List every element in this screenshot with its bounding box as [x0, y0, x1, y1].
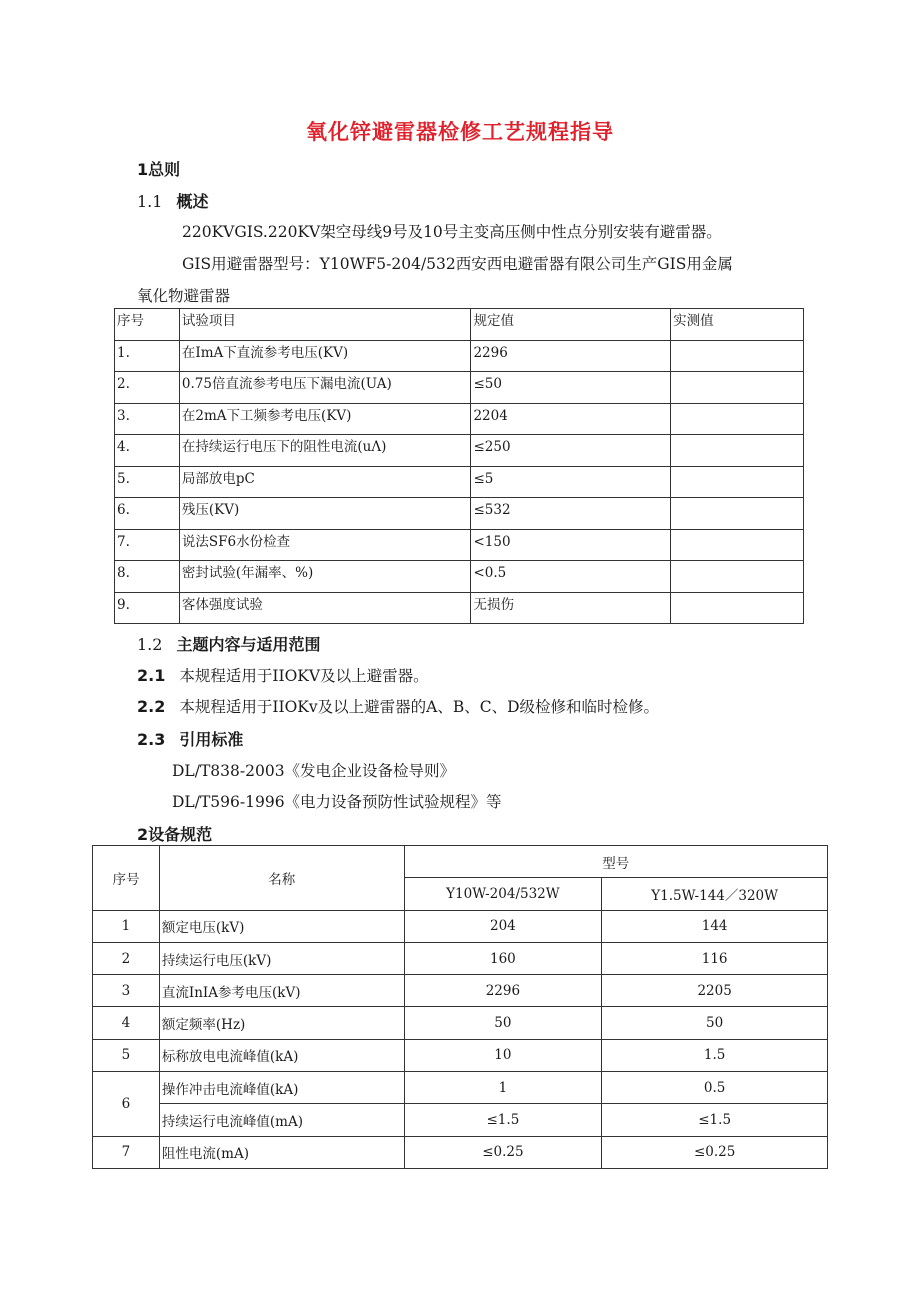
clause-2-2: [137, 695, 659, 717]
reference-standard-1: DL/T838-2003《发电企业设备检导则》: [172, 762, 456, 780]
header-model-a: Y10W-204/532W: [404, 878, 602, 910]
table-header-cell: 规定值: [471, 309, 671, 341]
table-row: [115, 435, 804, 467]
model-b-cell: 50: [602, 1007, 828, 1039]
table-row: [93, 1039, 828, 1071]
model-a-cell: 2296: [404, 975, 602, 1007]
model-b-cell: ≤1.5: [602, 1104, 828, 1136]
table-row: [115, 466, 804, 498]
table-header-row: [115, 309, 804, 341]
table-cell: 在持续运行电压下的阻性电流(uΛ): [179, 435, 471, 467]
table-row: [93, 1072, 828, 1104]
model-b-cell: 116: [602, 942, 828, 974]
name-cell: 持续运行电流峰值(mA): [159, 1104, 404, 1136]
overview-paragraph-2: GIS用避雷器型号：Y10WF5-204/532西安西电避雷器有限公司生产GIS用金属: [182, 255, 733, 273]
table-cell: 7.: [115, 529, 180, 561]
section-title: 引用标准: [179, 730, 244, 749]
model-a-cell: ≤0.25: [404, 1136, 602, 1168]
header-model: 型号: [404, 846, 827, 878]
test-items-table: [114, 308, 804, 624]
overview-paragraph-1: 220KVGIS.220KV架空母线9号及10号主变高压侧中性点分别安装有避雷器。: [182, 223, 722, 241]
name-cell: 额定电压(kV): [159, 910, 404, 942]
table-row: [115, 372, 804, 404]
table-cell: ≤5: [471, 466, 671, 498]
section-2-3-heading: [137, 727, 243, 750]
name-cell: 直流InIA参考电压(kV): [159, 975, 404, 1007]
table-cell: ≤532: [471, 498, 671, 530]
table-cell: 1.: [115, 340, 180, 372]
table-cell: <150: [471, 529, 671, 561]
table-cell: [671, 529, 804, 561]
table-cell: [671, 466, 804, 498]
table-cell: 客体强度试验: [179, 592, 471, 624]
reference-standard-2: DL/T596-1996《电力设备预防性试验规程》等: [172, 793, 502, 811]
seq-cell: 3: [93, 975, 160, 1007]
table-row: [115, 529, 804, 561]
table-cell: 在2mA下工频参考电压(KV): [179, 403, 471, 435]
model-b-cell: 0.5: [602, 1072, 828, 1104]
table-cell: ≤250: [471, 435, 671, 467]
table-row: [93, 910, 828, 942]
table-cell: 3.: [115, 403, 180, 435]
table-header-cell: 实测值: [671, 309, 804, 341]
table-row: [93, 975, 828, 1007]
table-cell: 在ImA下直流参考电压(KV): [179, 340, 471, 372]
clause-2-1: [137, 664, 429, 686]
table-cell: 2.: [115, 372, 180, 404]
table-row: [115, 403, 804, 435]
table-cell: 8.: [115, 561, 180, 593]
table-cell: 5.: [115, 466, 180, 498]
table-cell: 密封试验(年漏率、%): [179, 561, 471, 593]
table-cell: <0.5: [471, 561, 671, 593]
table-row: [115, 340, 804, 372]
table-cell: [671, 561, 804, 593]
clause-text: 本规程适用于IIOKV及以上避雷器。: [179, 667, 429, 685]
table-row: [93, 1104, 828, 1136]
name-cell: 额定频率(Hz): [159, 1007, 404, 1039]
table-cell: [671, 592, 804, 624]
seq-cell: 1: [93, 910, 160, 942]
table-row: [115, 498, 804, 530]
table-cell: 2204: [471, 403, 671, 435]
table-cell: [671, 498, 804, 530]
clause-number: 2.1: [137, 666, 166, 685]
equipment-spec-table: [92, 845, 828, 1169]
header-name: 名称: [159, 846, 404, 911]
table-cell: [671, 435, 804, 467]
table-cell: [671, 403, 804, 435]
table-cell: 4.: [115, 435, 180, 467]
model-b-cell: 1.5: [602, 1039, 828, 1071]
model-b-cell: 2205: [602, 975, 828, 1007]
seq-cell: 4: [93, 1007, 160, 1039]
seq-cell: 5: [93, 1039, 160, 1071]
model-a-cell: 1: [404, 1072, 602, 1104]
model-b-cell: ≤0.25: [602, 1136, 828, 1168]
table-header-cell: 序号: [115, 309, 180, 341]
table-cell: 2296: [471, 340, 671, 372]
table-cell: [671, 340, 804, 372]
table-cell: 6.: [115, 498, 180, 530]
name-cell: 标称放电电流峰值(kA): [159, 1039, 404, 1071]
name-cell: 操作冲击电流峰值(kA): [159, 1072, 404, 1104]
table-cell: 说法SF6水份检查: [179, 529, 471, 561]
table-row: [115, 592, 804, 624]
section-number: 1.1: [137, 192, 163, 211]
name-cell: 阻性电流(mA): [159, 1136, 404, 1168]
table-row: [93, 1136, 828, 1168]
section-title: 概述: [176, 192, 209, 211]
section-1-1-heading: [137, 189, 208, 212]
section-number: 1.2: [137, 635, 163, 654]
model-a-cell: 160: [404, 942, 602, 974]
model-a-cell: ≤1.5: [404, 1104, 602, 1136]
table-row: [93, 942, 828, 974]
table-cell: 9.: [115, 592, 180, 624]
seq-cell: 2: [93, 942, 160, 974]
clause-number: 2.2: [137, 697, 166, 716]
table-cell: 无损伤: [471, 592, 671, 624]
seq-cell: 7: [93, 1136, 160, 1168]
section-number: 2.3: [137, 730, 166, 749]
table-cell: 局部放电pC: [179, 466, 471, 498]
clause-text: 本规程适用于IIOKv及以上避雷器的A、B、C、D级检修和临时检修。: [179, 698, 660, 716]
model-a-cell: 50: [404, 1007, 602, 1039]
header-seq: 序号: [93, 846, 160, 911]
header-model-b: Y1.5W-144／320W: [602, 878, 828, 910]
section-2-heading: 2设备规范: [137, 825, 213, 844]
table-cell: 残压(KV): [179, 498, 471, 530]
section-title: 主题内容与适用范围: [176, 635, 321, 654]
document-title: 氧化锌避雷器检修工艺规程指导: [306, 120, 614, 144]
model-a-cell: 204: [404, 910, 602, 942]
model-a-cell: 10: [404, 1039, 602, 1071]
section-1-heading: 1总则: [137, 160, 181, 179]
model-b-cell: 144: [602, 910, 828, 942]
name-cell: 持续运行电压(kV): [159, 942, 404, 974]
section-1-2-heading: [137, 632, 320, 655]
overview-paragraph-2-cont: 氧化物避雷器: [137, 287, 231, 305]
table-cell: ≤50: [471, 372, 671, 404]
table-header-cell: 试验项目: [179, 309, 471, 341]
table-cell: [671, 372, 804, 404]
table-row: [115, 561, 804, 593]
seq-cell: 6: [93, 1072, 160, 1137]
table-row: [93, 1007, 828, 1039]
table-cell: 0.75倍直流参考电压下漏电流(UA): [179, 372, 471, 404]
